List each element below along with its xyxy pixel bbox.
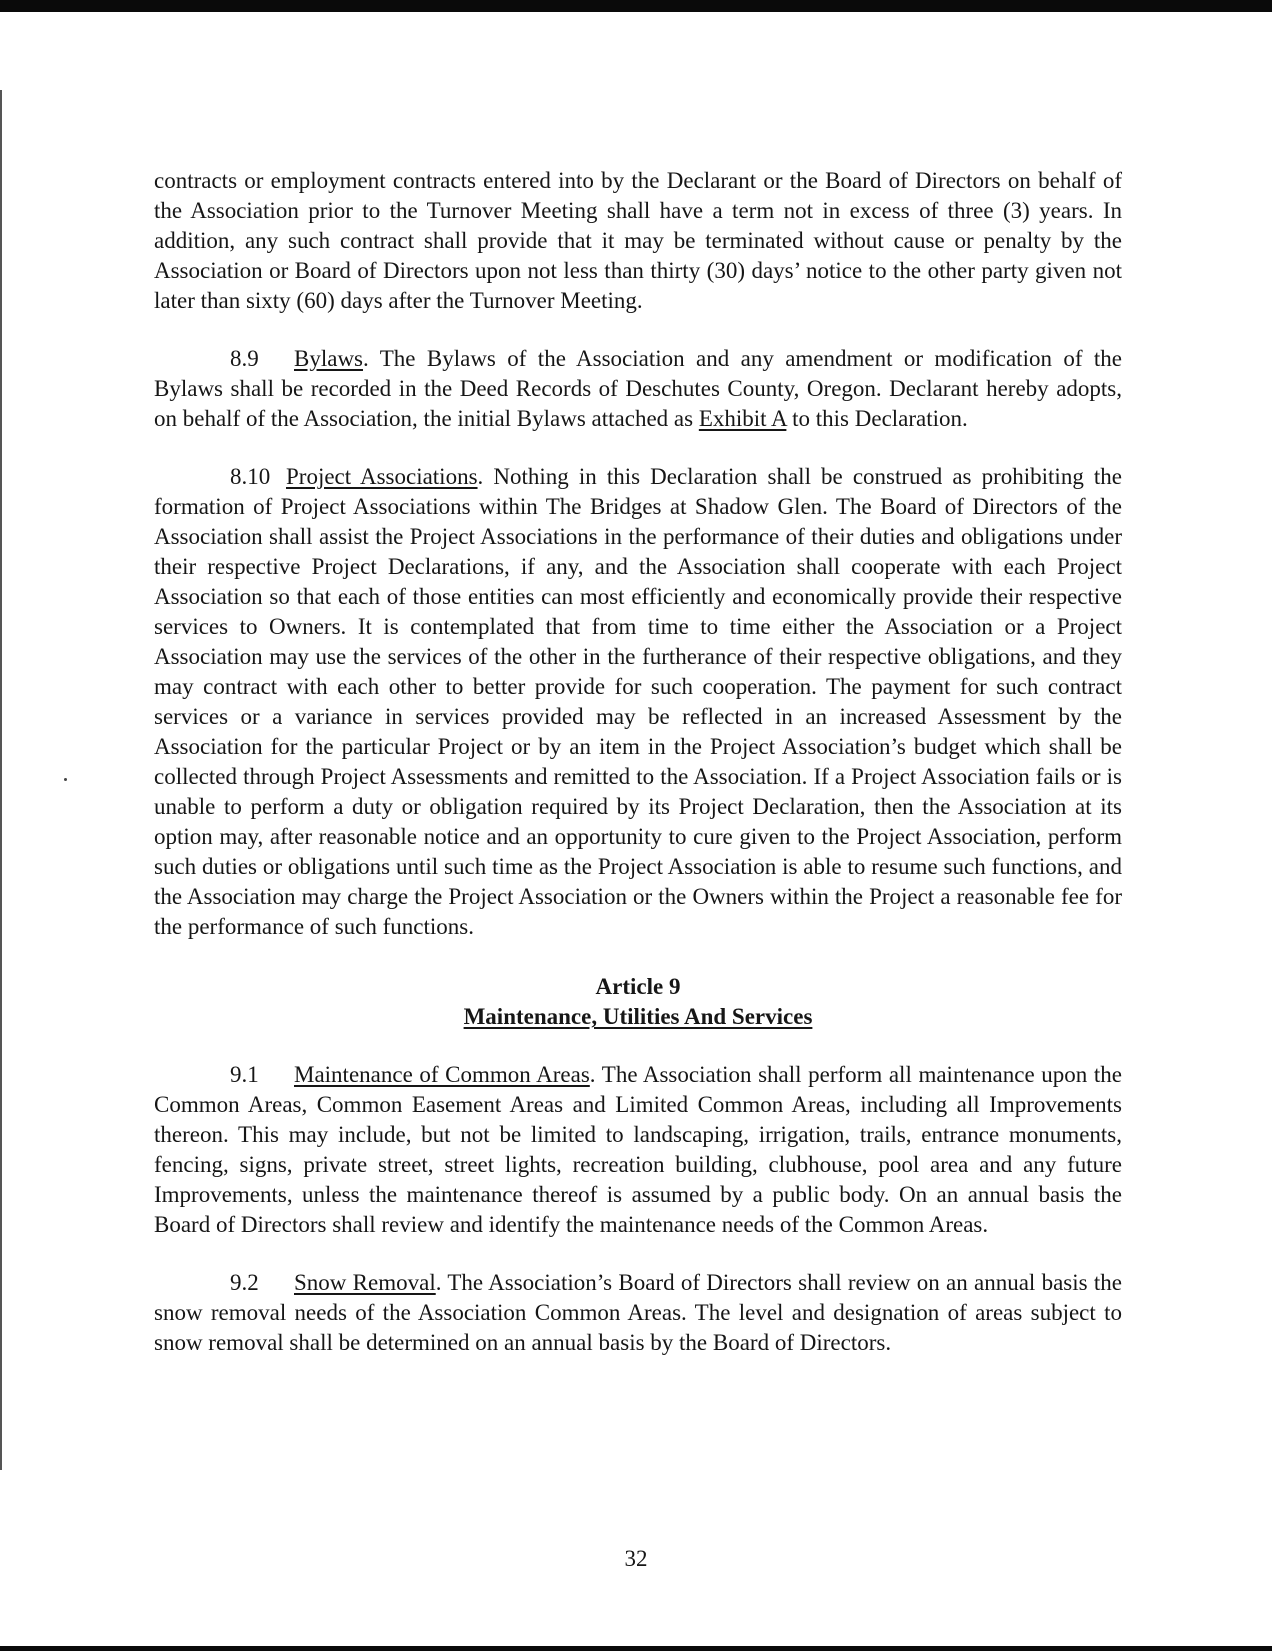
section-8-9: 8.9 Bylaws. The Bylaws of the Association and any amendment or modification of the Bylaws shall be recorded in the Deed Records of Deschutes County, Oregon. Declarant hereby adopts, on behalf of the Association, the initial Bylaws attached as Exhibit A to this Declaration. [154,346,1122,431]
section-heading: Snow Removal [294,1270,436,1295]
section-9-1: 9.1 Maintenance of Common Areas. The Association shall perform all maintenance upon the Common Areas, Common Easement Areas and Limited Common Areas, including all Improvements thereon. This may include, but not be limited to landscaping, irrigation, trails, entrance monuments, fencing, signs, private street, street lights, recreation building, clubhouse, pool area and any future Improvements, unless the maintenance thereof is assumed by a public body. On an annual basis the Board of Directors shall review and identify the maintenance needs of the Common Areas. [154,1062,1123,1237]
scan-border-top [0,0,1272,12]
section-text: Nothing in this Declaration shall be construed as prohibiting the formation of Project Associations within The Bridges at Shadow Glen. The Board of Directors of the Association shall assist the Project Associations in the performance of their duties and obligations under their respective Project Declarations, if any, and the Association shall cooperate with each Project Association so that each of those entities can most efficiently and economically provide their respective services to Owners. It is contemplated that from time to time either the Association or a Project Association may use the services of the other in the furtherance of their respective obligations, and they may contract with each other to better provide for such cooperation. The payment for such contract services or a variance in services provided may be reflected in an increased Assessment by the Association for the particular Project or by an item in the Project Association’s budget which shall be collected through Project Assessments and remitted to the Association. If a Project Association fails or is unable to perform a duty or obligation required by its Project Declaration, then the Association at its option may, after reasonable notice and an opportunity to cure given to the Project Association, perform such duties or obligations until such time as the Project Association is able to resume such functions, and the Association may charge the Project Association or the Owners within the Project a reasonable fee for the performance of such functions. [154,464,1123,939]
section-number: 8.10 [230,464,271,489]
article-title: Maintenance, Utilities And Services [463,1004,813,1029]
section-heading: Bylaws [294,346,363,371]
paragraph-continuation: contracts or employment contracts entered into by the Declarant or the Board of Directors on behalf of the Association prior to the Turnover Meeting shall have a term not in excess of three (3) years. In addition, any such contract shall provide that it may be terminated without cause or penalty by the Association or Board of Directors upon not less than thirty (30) days’ notice to the other party given not later than sixty (60) days after the Turnover Meeting. [154,168,1122,313]
section-text-end: to this Declaration. [792,406,968,431]
section-text: The Association’s Board of Directors shall review on an annual basis the snow removal needs of the Association Common Areas. The level and designation of areas subject to snow removal shall be determined on an annual basis by the Board of Directors. [154,1270,1122,1355]
section-9-2: 9.2 Snow Removal. The Association’s Board of Directors shall review on an annual basis the snow removal needs of the Association Common Areas. The level and designation of areas subject to snow removal shall be determined on an annual basis by the Board of Directors. [154,1270,1122,1355]
section-number: 9.2 [230,1270,259,1295]
section-text: The Association shall perform all maintenance upon the Common Areas, Common Easement Areas and Limited Common Areas, including all Improvements thereon. This may include, but not be limited to landscaping, irrigation, trails, entrance monuments, fencing, signs, private street, street lights, recreation building, clubhouse, pool area and any future Improvements, unless the maintenance thereof is assumed by a public body. On an annual basis the Board of Directors shall review and identify the maintenance needs of the Common Areas. [154,1062,1123,1237]
section-number: 8.9 [230,346,259,371]
scan-border-bottom [0,1646,1272,1651]
article-label: Article 9 [595,974,681,999]
section-heading: Maintenance of Common Areas [294,1062,590,1087]
article-heading [154,972,1122,1032]
scan-edge-left [0,90,2,1470]
section-text: The Bylaws of the Association and any amendment or modification of the Bylaws shall be recorded in the Deed Records of Deschutes County, Oregon. Declarant hereby adopts, on behalf of the Association, the initial Bylaws attached as [154,346,1122,431]
document-body [154,166,1122,1358]
section-number: 9.1 [230,1062,259,1087]
section-heading: Project Associations [286,464,478,489]
scan-speck [64,778,67,781]
section-8-10: 8.10 Project Associations. Nothing in this Declaration shall be construed as prohibiting the formation of Project Associations within The Bridges at Shadow Glen. The Board of Directors of the Association shall assist the Project Associations in the performance of their duties and obligations under their respective Project Declarations, if any, and the Association shall cooperate with each Project Association so that each of those entities can most efficiently and economically provide their respective services to Owners. It is contemplated that from time to time either the Association or a Project Association may use the services of the other in the furtherance of their respective obligations, and they may contract with each other to better provide for such cooperation. The payment for such contract services or a variance in services provided may be reflected in an increased Assessment by the Association for the particular Project or by an item in the Project Association’s budget which shall be collected through Project Assessments and remitted to the Association. If a Project Association fails or is unable to perform a duty or obligation required by its Project Declaration, then the Association at its option may, after reasonable notice and an opportunity to cure given to the Project Association, perform such duties or obligations until such time as the Project Association is able to resume such functions, and the Association may charge the Project Association or the Owners within the Project a reasonable fee for the performance of such functions. [154,464,1123,939]
exhibit-reference: Exhibit A [698,406,787,431]
page-number: 32 [624,1546,648,1571]
